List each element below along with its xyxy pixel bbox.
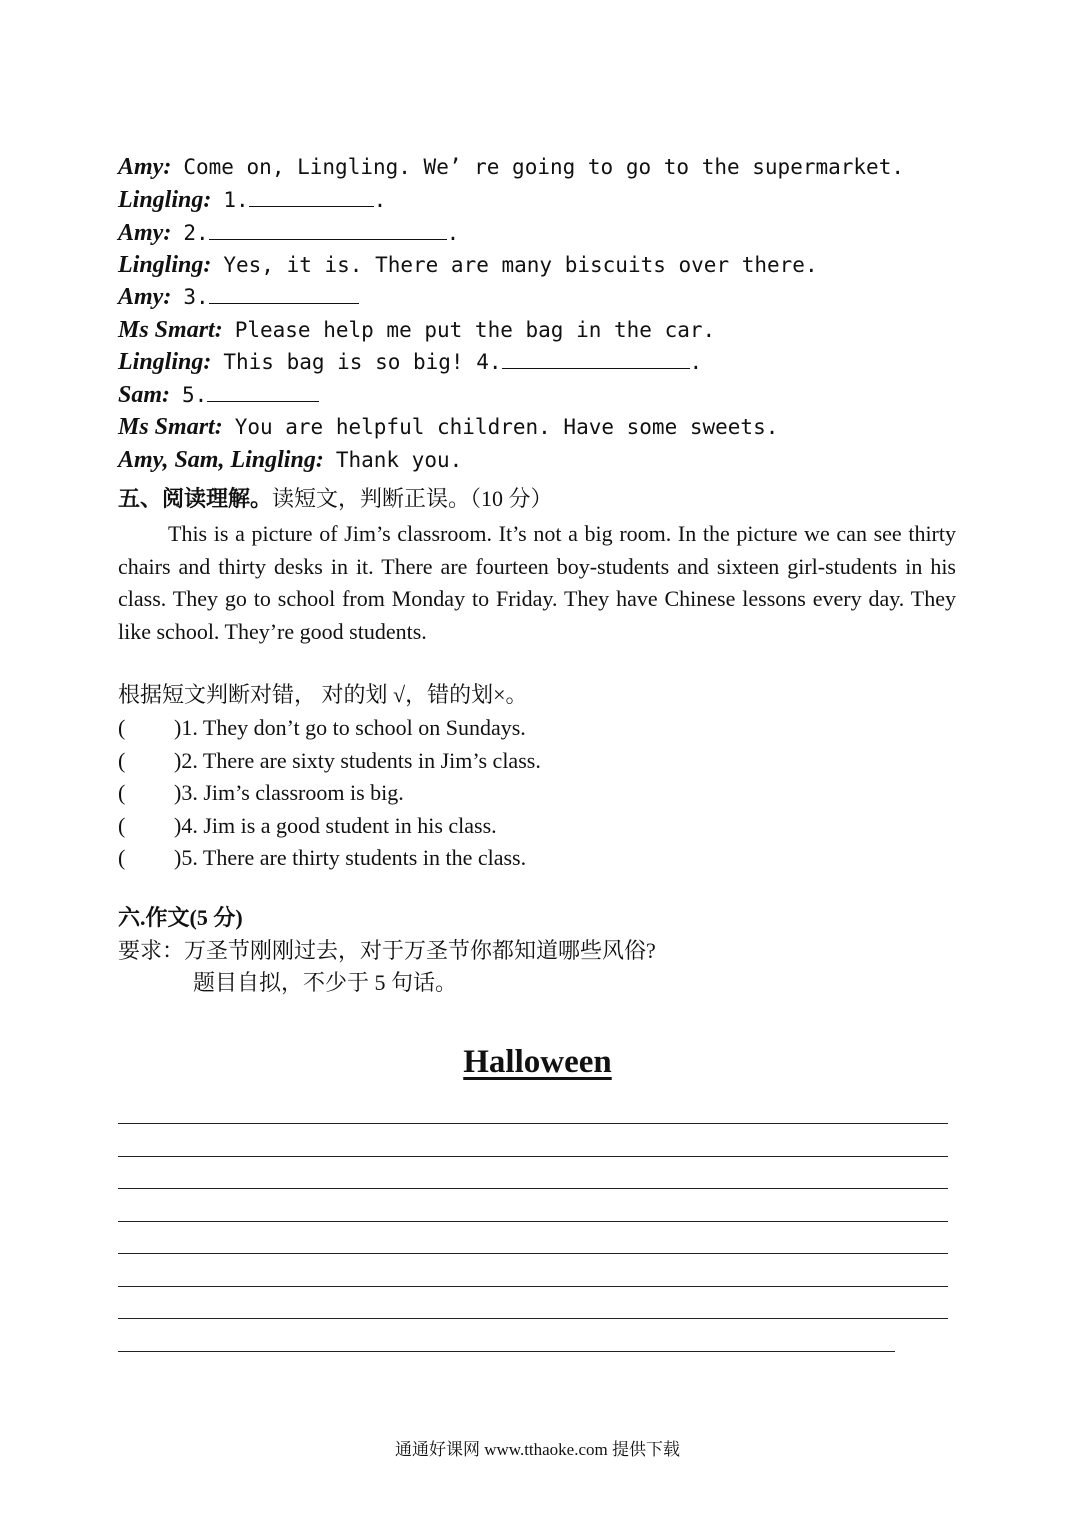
- line-text: Thank you.: [335, 448, 463, 472]
- writing-line-4[interactable]: [118, 1221, 948, 1222]
- speaker: Lingling:: [118, 252, 212, 278]
- essay-title: Halloween: [463, 1044, 612, 1080]
- writing-line-7[interactable]: [118, 1318, 948, 1319]
- judgement-item-2: ( )2. There are sixty students in Jim’s class.: [118, 748, 541, 773]
- answer-blank-1[interactable]: [249, 186, 374, 207]
- essay-requirement-2: 题目自拟，不少于 5 句话。: [193, 970, 458, 995]
- dialogue-line-5: [118, 282, 359, 312]
- speaker: Amy:: [118, 284, 172, 310]
- line-text: You are helpful children. Have some sweets.: [234, 415, 779, 439]
- reading-passage: This is a picture of Jim’s classroom. It’s not a big room. In the picture we can see thirty chairs and thirty desks in it. There are fourteen boy-students and sixteen girl-students in his class. They go to school from Monday to Friday. They have Chinese lessons every day. They like school. They’re good students.: [118, 521, 956, 644]
- answer-blank-5[interactable]: [207, 381, 319, 402]
- writing-line-3[interactable]: [118, 1188, 948, 1189]
- dialogue-line-8: [118, 380, 319, 410]
- writing-line-6[interactable]: [118, 1286, 948, 1287]
- judgement-item-4: ( )4. Jim is a good student in his class.: [118, 813, 497, 838]
- line-text: Yes, it is. There are many biscuits over there.: [223, 253, 818, 277]
- speaker: Amy:: [118, 220, 172, 246]
- line-text: Come on, Lingling. We’ re going to go to the supermarket.: [183, 155, 904, 179]
- section-5-heading: 五、阅读理解。读短文，判断正误。（10 分）: [118, 486, 553, 511]
- speaker: Amy:: [118, 154, 172, 180]
- writing-line-8[interactable]: [118, 1351, 895, 1352]
- dialogue-line-9: [118, 412, 778, 442]
- answer-blank-4[interactable]: [502, 348, 690, 369]
- writing-line-5[interactable]: [118, 1253, 948, 1254]
- speaker: Lingling:: [118, 349, 212, 375]
- speaker: Ms Smart:: [118, 317, 223, 343]
- judgement-item-5: ( )5. There are thirty students in the class.: [118, 845, 527, 870]
- speaker: Ms Smart:: [118, 414, 223, 440]
- judgement-item-1: ( )1. They don’t go to school on Sundays.: [118, 715, 526, 740]
- line-text: 2.: [183, 221, 209, 245]
- line-text: This bag is so big! 4.: [223, 350, 502, 374]
- essay-requirement-1: 要求：万圣节刚刚过去，对于万圣节你都知道哪些风俗?: [118, 938, 656, 963]
- dialogue-line-1: [118, 152, 904, 182]
- line-text: 3.: [183, 285, 209, 309]
- dialogue-line-3: Amy: 2. .: [118, 220, 460, 246]
- dialogue-line-4: [118, 250, 818, 280]
- section-6-heading: 六.作文(5 分): [118, 905, 243, 930]
- writing-line-1[interactable]: [118, 1123, 948, 1124]
- dialogue-line-7: Lingling: This bag is so big! 4. .: [118, 349, 703, 375]
- dialogue-line-6: [118, 315, 715, 345]
- speaker: Sam:: [118, 382, 171, 408]
- answer-blank-3[interactable]: [209, 283, 359, 304]
- judgement-item-3: ( )3. Jim’s classroom is big.: [118, 780, 404, 805]
- answer-blank-2[interactable]: [209, 219, 447, 240]
- judgement-instruction: 根据短文判断对错， 对的划 √，错的划×。: [118, 682, 528, 707]
- speaker: Lingling:: [118, 187, 212, 213]
- speaker: Amy, Sam, Lingling:: [118, 447, 324, 473]
- line-text: Please help me put the bag in the car.: [234, 318, 716, 342]
- line-text: 1.: [223, 188, 249, 212]
- line-text: 5.: [182, 383, 208, 407]
- dialogue-line-10: [118, 445, 462, 475]
- writing-line-2[interactable]: [118, 1156, 948, 1157]
- dialogue-line-2: Lingling: 1. .: [118, 187, 387, 213]
- footer-source: 通通好课网 www.tthaoke.com 提供下载: [394, 1440, 681, 1459]
